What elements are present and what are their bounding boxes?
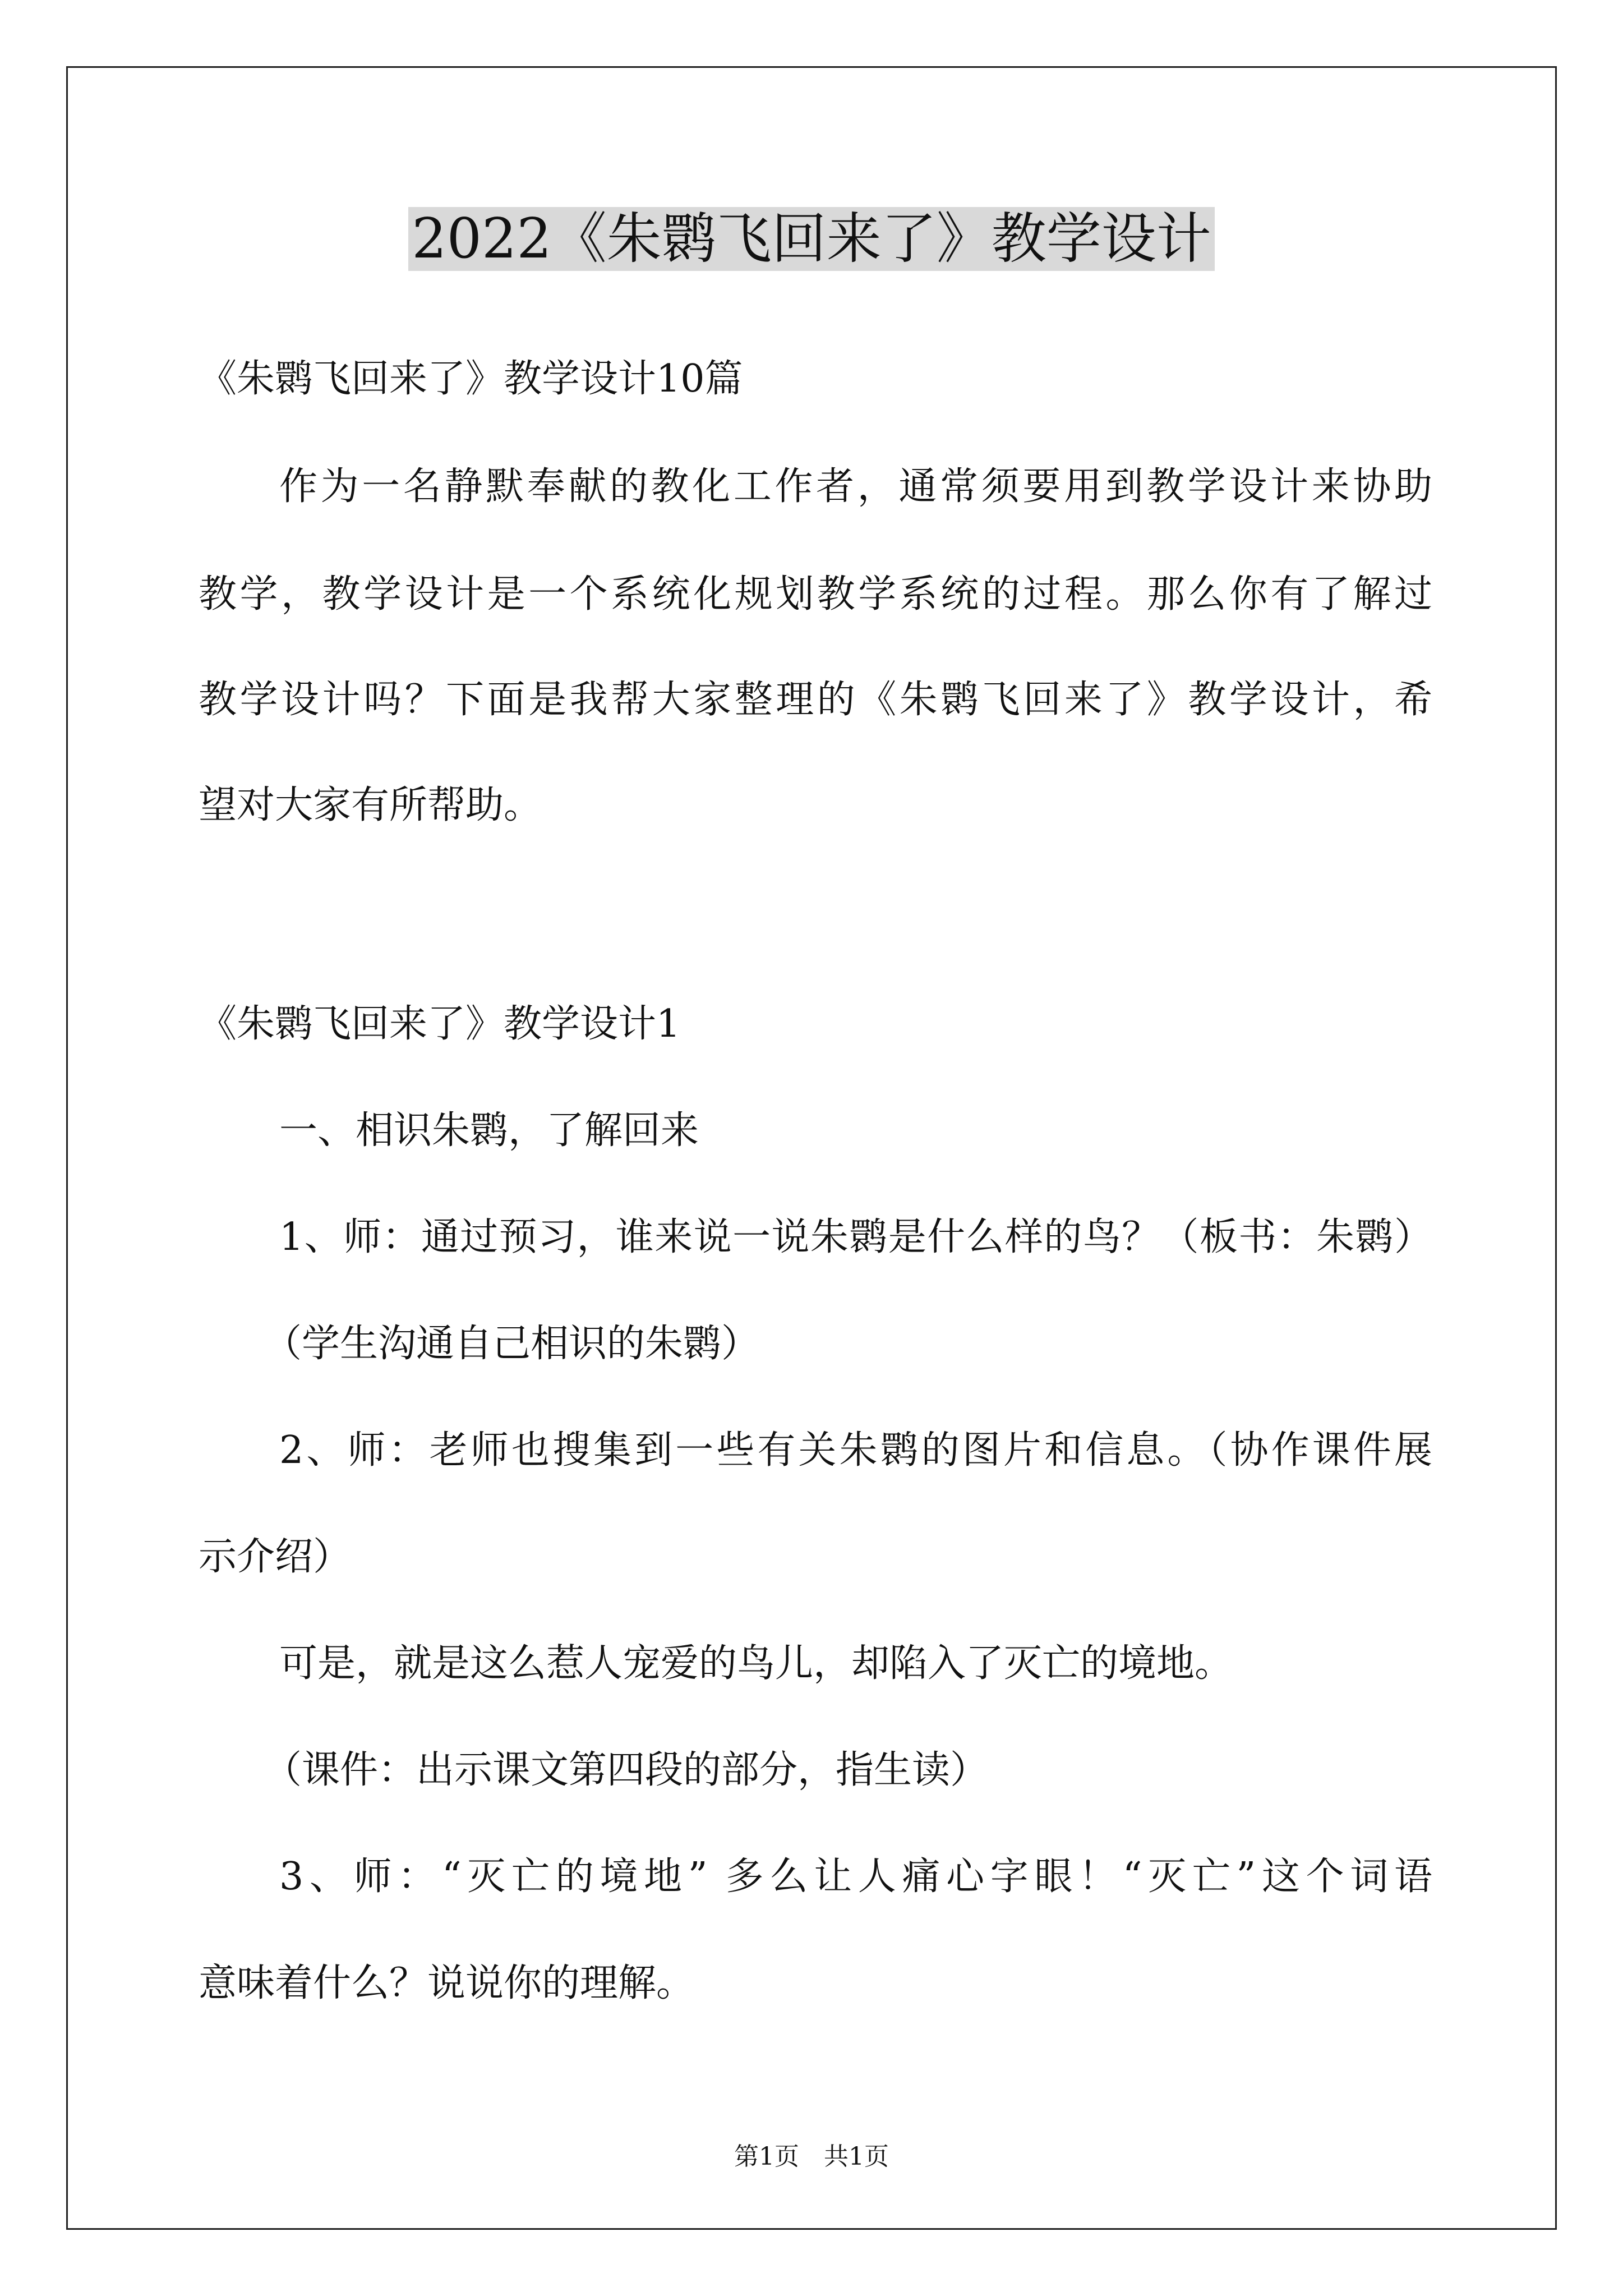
intro-line-2: 教学，教学设计是一个系统化规划教学系统的过程。那么你有了解过 xyxy=(199,572,1432,616)
body-line-6: 可是，就是这么惹人宠爱的鸟儿，却陷入了灭亡的境地。 xyxy=(279,1641,1233,1686)
page-footer: 第1页 共1页 xyxy=(734,2142,889,2171)
section-heading: 《朱鹮飞回来了》教学设计1 xyxy=(199,1002,681,1046)
body-line-7: （课件：出示课文第四段的部分，指生读） xyxy=(264,1748,989,1792)
intro-line-3: 教学设计吗？下面是我帮大家整理的《朱鹮飞回来了》教学设计，希 xyxy=(199,678,1432,722)
document-title-text: 2022《朱鹮飞回来了》教学设计 xyxy=(408,207,1214,271)
body-line-3: （学生沟通自己相识的朱鹮） xyxy=(264,1322,760,1366)
document-subtitle: 《朱鹮飞回来了》教学设计10篇 xyxy=(199,357,743,401)
intro-line-1: 作为一名静默奉献的教化工作者，通常须要用到教学设计来协助 xyxy=(279,464,1432,509)
body-line-5: 示介绍） xyxy=(199,1535,352,1579)
body-line-1: 一、相识朱鹮，了解回来 xyxy=(279,1108,699,1153)
body-line-4: 2、师：老师也搜集到一些有关朱鹮的图片和信息。（协作课件展 xyxy=(279,1428,1432,1473)
body-line-9: 意味着什么？说说你的理解。 xyxy=(199,1961,695,2005)
intro-line-4: 望对大家有所帮助。 xyxy=(199,783,542,827)
body-line-8: 3、师：“灭亡的境地” 多么让人痛心字眼！“灭亡”这个词语 xyxy=(279,1855,1432,1899)
document-title xyxy=(0,200,1623,278)
body-line-2: 1、师：通过预习，谁来说一说朱鹮是什么样的鸟？（板书：朱鹮） xyxy=(279,1215,1432,1259)
